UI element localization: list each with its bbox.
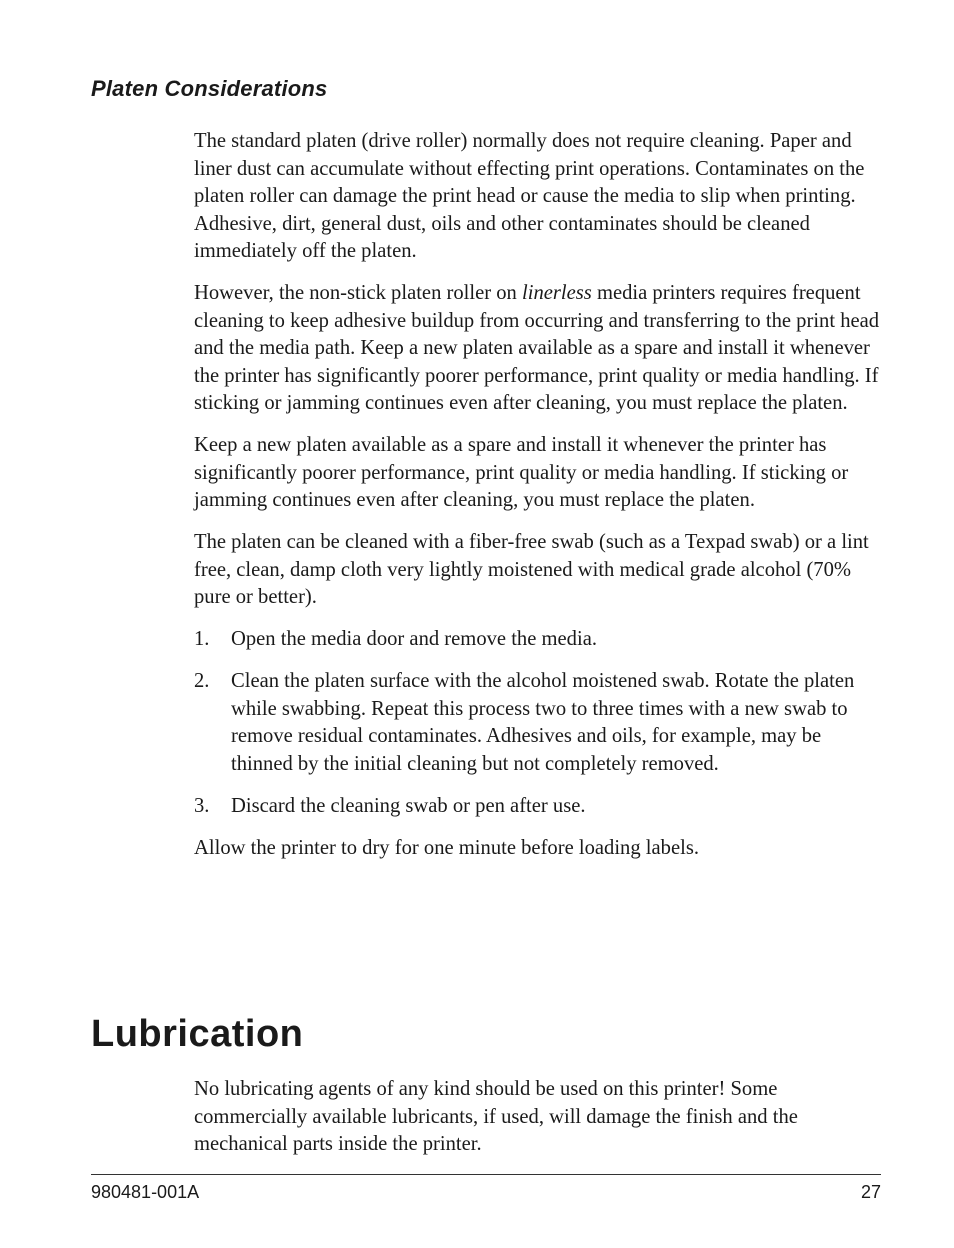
paragraph-text: However, the non-stick platen roller on [194,282,523,304]
paragraph-spare-platen: Keep a new platen available as a spare and install it whenever the printer has significantly poorer performance, print quality or media handling. If sticking or jamming continues even after cleaning, you must replace the platen. [194,434,849,511]
lubrication-body [194,1076,884,1173]
step-number: 2. [194,670,210,692]
lubrication-heading: Lubrication [91,1013,304,1055]
paragraph-dry-time: Allow the printer to dry for one minute before loading labels. [194,836,699,859]
list-item [194,668,884,778]
linerless-emphasis: linerless [522,282,592,304]
paragraph-text: media printers requires frequent cleaning to keep adhesive buildup from occurring and transferring to the print head and the media path. Keep a new platen available as a spare and install it whenever the printer has significantly poorer performance, print quality or media handling. If sticking or jamming continues even after cleaning, you must replace the platen. [194,282,880,414]
step-number: 1. [194,628,210,650]
platen-body [194,128,884,877]
page-number: 27 [860,1182,881,1202]
step-text: Discard the cleaning swab or pen after use. [231,794,586,817]
paragraph-cleaning-materials: The platen can be cleaned with a fiber-free swab (such as a Texpad swab) or a lint free, clean, damp cloth very lightly moistened with medical grade alcohol (70% pure or better). [194,531,869,608]
list-item [194,626,884,654]
paragraph-standard-platen: The standard platen (drive roller) normally does not require cleaning. Paper and liner dust can accumulate without effecting print operations. Contaminates on the platen roller can damage the print head or cause the media to slip when printing. Adhesive, dirt, general dust, oils and other contaminates should be cleaned immediately off the platen. [194,130,865,262]
paragraph-linerless-platen [194,280,884,418]
footer-divider [91,1174,881,1175]
paragraph-lubrication: No lubricating agents of any kind should be used on this printer! Some commercially available lubricants, if used, will damage the finish and the mechanical parts inside the printer. [194,1078,798,1155]
cleaning-steps-list [194,626,884,820]
section-heading: Platen Considerations [91,76,328,101]
list-item [194,793,884,821]
step-number: 3. [194,794,210,817]
step-text: Clean the platen surface with the alcohol moistened swab. Rotate the platen while swabbing. Repeat this process two to three times with a new swab to remove residual contaminates. Adhesives and oils, for example, may be thinned by the initial cleaning but not completely removed. [231,670,855,775]
document-number: 980481-001A [91,1182,200,1202]
step-text: Open the media door and remove the media. [231,628,597,650]
